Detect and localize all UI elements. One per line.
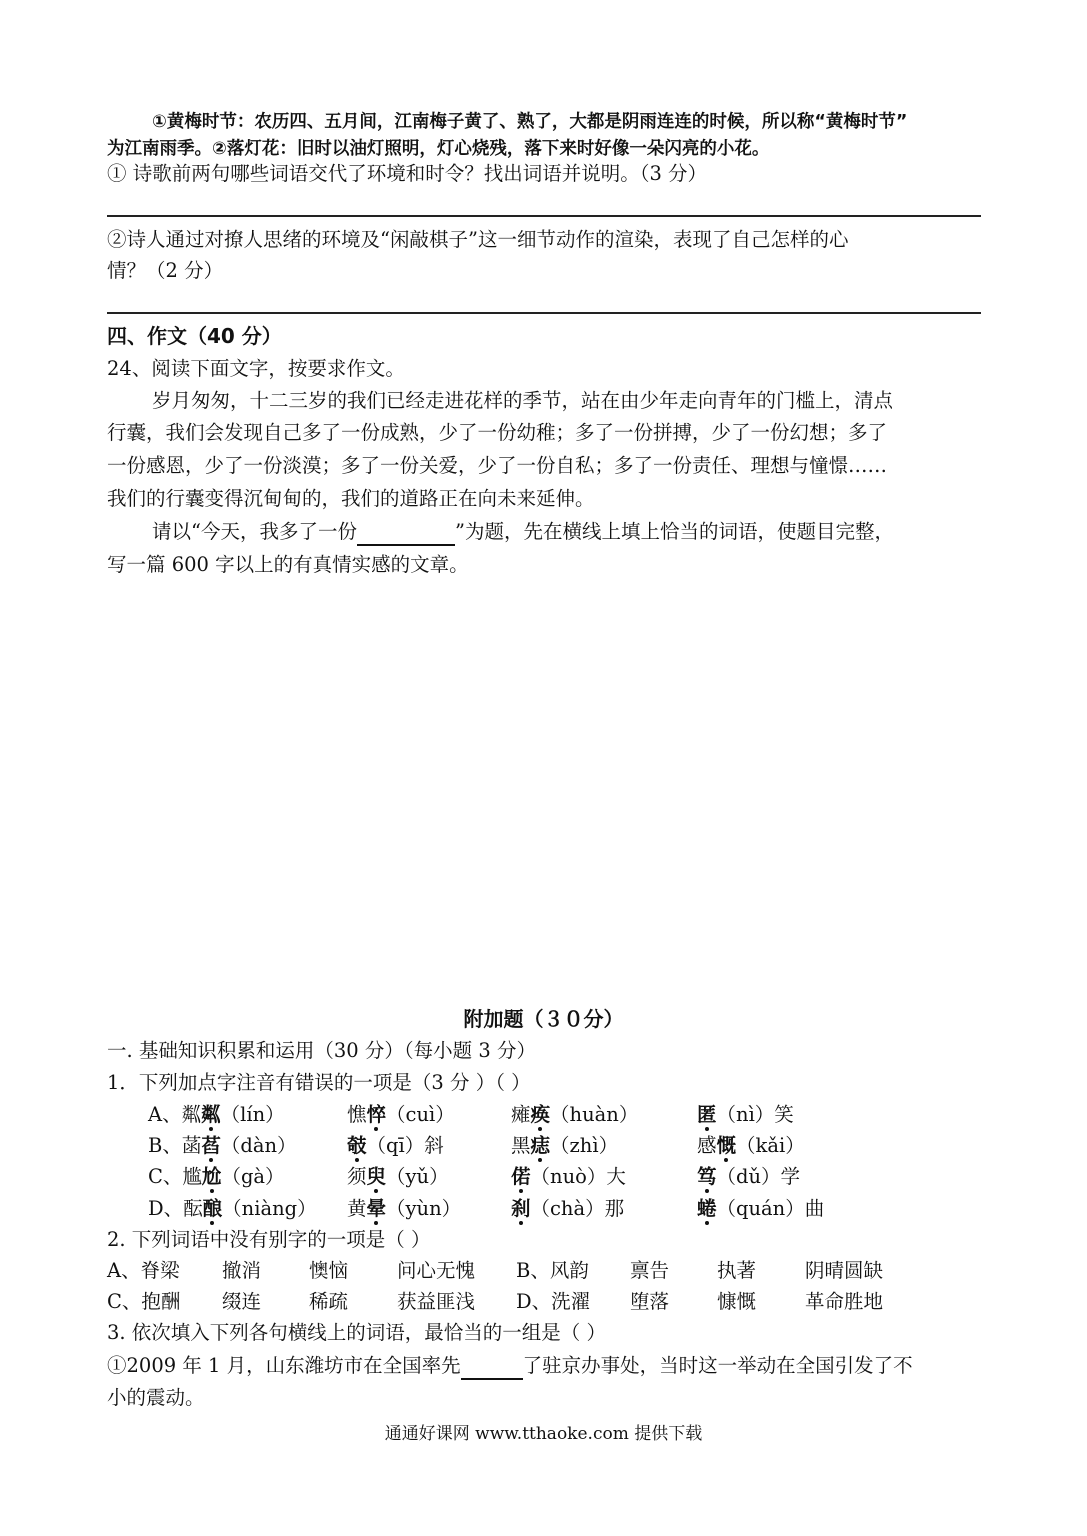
answer-line-2 — [107, 312, 981, 314]
annotation-line-2: 为江南雨季。②落灯花：旧时以油灯照明，灯心烧残，落下来时好像一朵闪亮的小花。 — [107, 139, 770, 159]
q2-word: 慷慨 — [717, 1290, 757, 1313]
q2-word: A、脊梁 — [107, 1259, 180, 1282]
option-c-2: 须臾（yǔ） — [347, 1165, 449, 1188]
appendix-title: 附加题（３０分） — [463, 1007, 624, 1031]
appendix-question-2: 2. 下列词语中没有别字的一项是（ ） — [107, 1228, 431, 1251]
option-b-2: 攲（qī）斜 — [347, 1134, 444, 1157]
option-d-2: 黄晕（yùn） — [347, 1197, 462, 1220]
option-d-4: 蜷（quán）曲 — [697, 1197, 825, 1220]
q2-word: 获益匪浅 — [397, 1290, 476, 1313]
appendix-part-1: 一. 基础知识积累和运用（30 分）（每小题 3 分） — [107, 1039, 536, 1062]
appendix-question-1: 1．下列加点字注音有错误的一项是（3 分 ）（ ） — [107, 1071, 531, 1094]
q3-sentence-1-line-2: 小的震动。 — [107, 1386, 205, 1409]
q2-word: 阴晴圆缺 — [805, 1259, 884, 1282]
q2-word: 稀疏 — [309, 1290, 349, 1313]
essay-prompt-line-2: 行囊，我们会发现自己多了一份成熟，少了一份幼稚；多了一份拼搏，少了一份幻想；多了 — [107, 421, 888, 444]
option-d-3: 刹（chà）那 — [511, 1197, 625, 1220]
option-c-4: 笃（dǔ）学 — [697, 1165, 801, 1188]
option-a-1: A、粼粼（lín） — [148, 1103, 285, 1126]
essay-instruction-a: 请以“今天，我多了一份 — [152, 520, 357, 543]
q2-word: 问心无愧 — [397, 1259, 476, 1282]
essay-prompt-line-3: 一份感恩，少了一份淡漠；多了一份关爱，少了一份自私；多了一份责任、理想与憧憬…… — [107, 454, 888, 477]
essay-prompt-line-4: 我们的行囊变得沉甸甸的，我们的道路正在向未来延伸。 — [107, 487, 595, 510]
question-2-line-1: ②诗人通过对撩人思绪的环境及“闲敲棋子”这一细节动作的渲染，表现了自己怎样的心 — [107, 228, 849, 251]
q2-word: 缀连 — [222, 1290, 262, 1313]
q2-word: 懊恼 — [309, 1259, 349, 1282]
answer-line-1 — [107, 215, 981, 217]
question-2-line-2: 情？（2 分） — [107, 259, 224, 282]
q3-blank[interactable] — [461, 1358, 523, 1380]
q3-sentence-1-a: ①2009 年 1 月，山东潍坊市在全国率先 — [107, 1354, 461, 1377]
q3-sentence-1 — [107, 1352, 981, 1380]
option-b-4: 感慨（kǎi） — [697, 1134, 805, 1157]
q2-word: C、抱酬 — [107, 1290, 181, 1313]
annotation-line-1: ①黄梅时节：农历四、五月间，江南梅子黄了、熟了，大都是阴雨连连的时候，所以称“黄梅时节” — [152, 112, 908, 132]
title-blank[interactable] — [357, 524, 455, 546]
question-1: ① 诗歌前两句哪些词语交代了环境和时令？找出词语并说明。（3 分） — [107, 162, 708, 185]
option-a-4: 匿（nì）笑 — [697, 1103, 794, 1126]
option-a-2: 憔悴（cuì） — [347, 1103, 455, 1126]
essay-instruction-b: ”为题，先在横线上填上恰当的词语，使题目完整， — [454, 520, 894, 543]
page-footer: 通通好课网 www.tthaoke.com 提供下载 — [384, 1424, 703, 1444]
q2-word: 撤消 — [222, 1259, 262, 1282]
section-4-title: 四、作文（40 分） — [107, 324, 282, 348]
option-a-3: 瘫痪（huàn） — [511, 1103, 639, 1126]
option-c-1: C、尴尬（gà） — [148, 1165, 285, 1188]
q3-sentence-1-b: 了驻京办事处，当时这一举动在全国引发了不 — [522, 1354, 913, 1377]
essay-instruction-line-1 — [152, 518, 981, 546]
option-d-1: D、酝酿（niàng） — [148, 1197, 317, 1220]
q2-word: 禀告 — [630, 1259, 670, 1282]
q2-word: 革命胜地 — [805, 1290, 884, 1313]
q2-word: D、洗濯 — [516, 1290, 591, 1313]
q2-word: 执著 — [717, 1259, 757, 1282]
option-b-3: 黑痣（zhì） — [511, 1134, 619, 1157]
option-c-3: 偌（nuò）大 — [511, 1165, 626, 1188]
option-b-1: B、菡萏（dàn） — [148, 1134, 297, 1157]
question-24: 24、阅读下面文字，按要求作文。 — [107, 357, 405, 380]
essay-instruction-line-2: 写一篇 600 字以上的有真情实感的文章。 — [107, 553, 469, 576]
q2-word: 堕落 — [630, 1290, 670, 1313]
essay-prompt-line-1: 岁月匆匆，十二三岁的我们已经走进花样的季节，站在由少年走向青年的门槛上，清点 — [152, 389, 894, 412]
q2-word: B、风韵 — [516, 1259, 589, 1282]
appendix-question-3: 3. 依次填入下列各句横线上的词语，最恰当的一组是（ ） — [107, 1321, 607, 1344]
